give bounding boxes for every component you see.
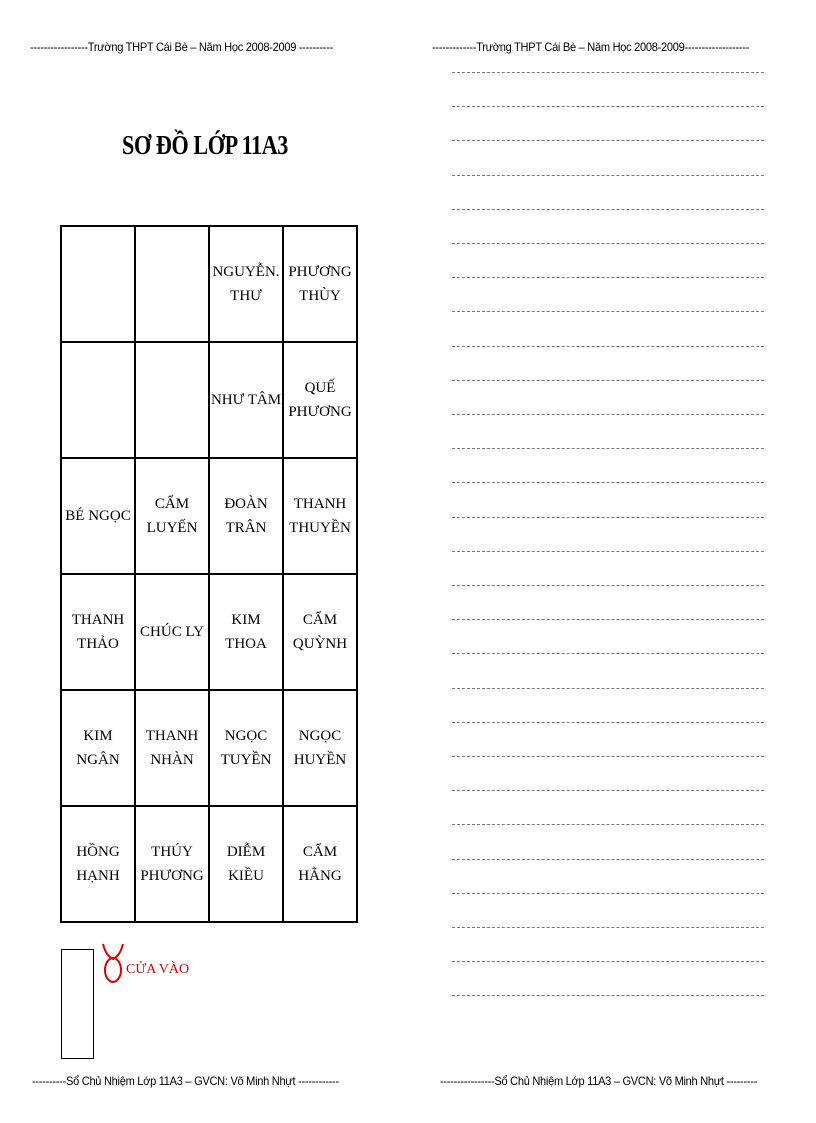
student-name: PHƯƠNG THÙY xyxy=(288,264,352,304)
ruled-line xyxy=(452,72,764,73)
ruled-line xyxy=(452,722,764,723)
ruled-line xyxy=(452,448,764,449)
ruled-line xyxy=(452,175,764,176)
ruled-line xyxy=(452,414,764,415)
seat-row xyxy=(61,342,357,458)
ruled-line xyxy=(452,551,764,552)
seat-cell xyxy=(209,690,283,806)
student-name: CẨM QUỲNH xyxy=(292,612,348,652)
seat-cell xyxy=(135,690,209,806)
student-name: QUẾ PHƯƠNG xyxy=(288,380,352,420)
ruled-line xyxy=(452,140,764,141)
seat-cell xyxy=(61,806,135,922)
right-footer: ----------------Sổ Chủ Nhiệm Lớp 11A3 – GVCN: Võ Minh Nhựt --------- xyxy=(440,1074,758,1088)
seat-cell xyxy=(61,458,135,574)
seat-cell xyxy=(135,342,209,458)
ruled-line xyxy=(452,311,764,312)
seat-cell xyxy=(209,342,283,458)
right-header: -------------Trường THPT Cái Bè – Năm Học 2008-2009------------------- xyxy=(432,40,750,54)
seat-cell xyxy=(135,806,209,922)
seat-cell xyxy=(209,226,283,342)
ruled-line xyxy=(452,346,764,347)
seat-cell xyxy=(209,574,283,690)
ruled-line xyxy=(452,277,764,278)
student-name: THANH THUYỀN xyxy=(289,496,351,536)
seat-row xyxy=(61,806,357,922)
left-footer: ----------Sổ Chủ Nhiệm Lớp 11A3 – GVCN: Võ Minh Nhựt ------------ xyxy=(32,1074,339,1088)
seat-cell xyxy=(283,458,357,574)
student-name: CẨM HẰNG xyxy=(298,844,342,884)
ruled-line xyxy=(452,209,764,210)
seat-cell xyxy=(209,806,283,922)
page-title: SƠ ĐỒ LỚP 11A3 xyxy=(122,130,288,160)
door-entrance-icon xyxy=(100,942,126,986)
student-name: NGỌC HUYỀN xyxy=(293,728,347,768)
left-header: -----------------Trường THPT Cái Bè – Năm Học 2008-2009 ---------- xyxy=(30,40,333,54)
seat-cell xyxy=(283,806,357,922)
seat-row xyxy=(61,226,357,342)
seat-row xyxy=(61,574,357,690)
student-name: THÚY PHƯƠNG xyxy=(140,844,204,884)
student-name: NHƯ TÂM xyxy=(210,392,282,408)
seat-cell xyxy=(61,226,135,342)
seat-cell xyxy=(283,342,357,458)
ruled-line xyxy=(452,756,764,757)
ruled-line xyxy=(452,482,764,483)
seat-cell xyxy=(283,690,357,806)
seat-cell xyxy=(283,226,357,342)
seat-cell xyxy=(135,458,209,574)
ruled-line xyxy=(452,893,764,894)
ruled-line xyxy=(452,619,764,620)
ruled-line xyxy=(452,106,764,107)
student-name: BÉ NGỌC xyxy=(65,508,131,524)
door-box xyxy=(61,949,94,1059)
seat-cell xyxy=(283,574,357,690)
seat-cell xyxy=(61,574,135,690)
ruled-line xyxy=(452,585,764,586)
ruled-line xyxy=(452,517,764,518)
door-label: CỬA VÀO xyxy=(126,962,190,977)
ruled-line xyxy=(452,927,764,928)
seat-cell xyxy=(135,226,209,342)
ruled-line xyxy=(452,790,764,791)
ruled-line xyxy=(452,653,764,654)
ruled-line xyxy=(452,824,764,825)
seat-cell xyxy=(61,342,135,458)
ruled-line xyxy=(452,961,764,962)
seating-chart xyxy=(60,225,358,923)
student-name: NGUYỄN. THƯ xyxy=(212,264,280,304)
student-name: ĐOÀN TRÂN xyxy=(224,496,268,536)
seat-cell xyxy=(61,690,135,806)
student-name: THANH NHÀN xyxy=(145,728,199,768)
seat-row xyxy=(61,458,357,574)
seat-cell xyxy=(209,458,283,574)
student-name: CHÚC LY xyxy=(140,624,204,640)
student-name: KIM THOA xyxy=(225,612,267,652)
ruled-line xyxy=(452,859,764,860)
ruled-line xyxy=(452,380,764,381)
student-name: KIM NGÂN xyxy=(76,728,120,768)
student-name: NGỌC TUYỀN xyxy=(220,728,272,768)
student-name: CẨM LUYẾN xyxy=(146,496,198,536)
student-name: HỒNG HẠNH xyxy=(76,844,120,884)
ruled-line xyxy=(452,995,764,996)
ruled-line xyxy=(452,688,764,689)
student-name: THANH THẢO xyxy=(71,612,125,652)
ruled-line xyxy=(452,243,764,244)
seat-row xyxy=(61,690,357,806)
seat-cell xyxy=(135,574,209,690)
student-name: DIỄM KIỀU xyxy=(226,844,266,884)
